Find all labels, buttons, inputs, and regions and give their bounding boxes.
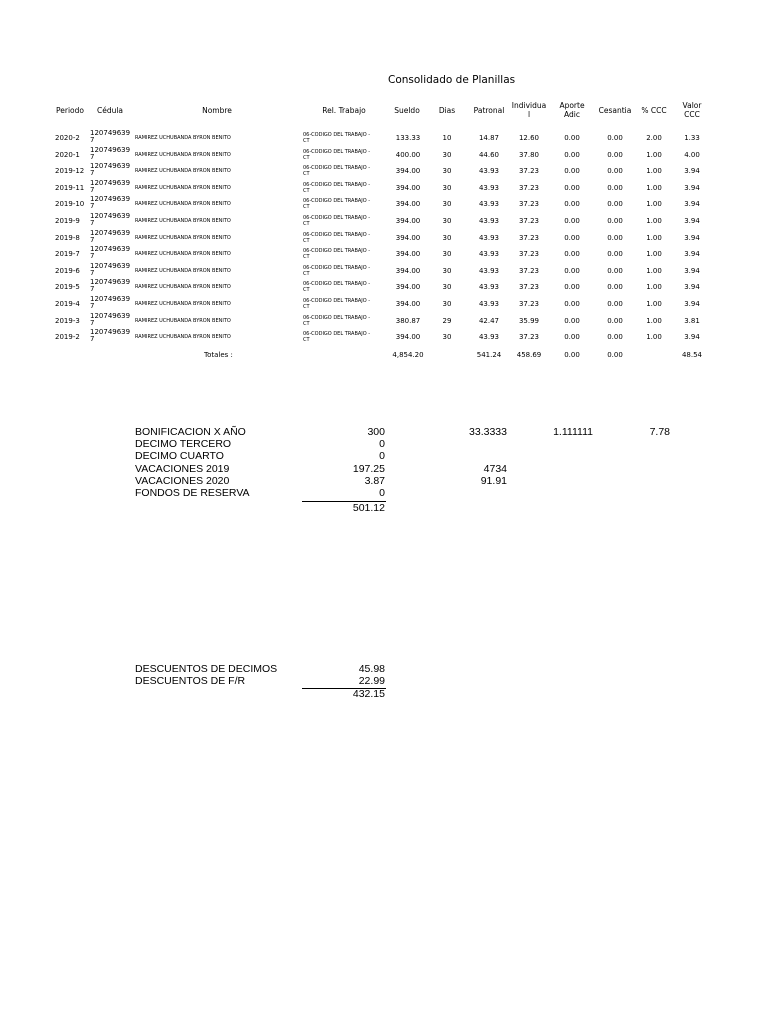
cell-sueldo: 394.00 [395, 266, 421, 275]
cell-rel-trabajo: 06-CODIGO DEL TRABAJO - CT [303, 314, 371, 327]
cell-dias: 30 [442, 333, 452, 342]
column-header-periodo: Periodo [56, 106, 84, 115]
cell-valor: 1.33 [684, 134, 700, 142]
summary-col4: 7.78 [649, 426, 670, 438]
cell-dias: 30 [442, 200, 452, 209]
cell-pccc: 1.00 [646, 316, 662, 325]
total-aporte: 0.00 [564, 351, 580, 359]
column-header-sueldo: Sueldo [394, 106, 420, 115]
cell-patronal: 14.87 [478, 134, 500, 142]
column-header-individual: Individua l [511, 101, 547, 119]
cell-dias: 30 [442, 250, 452, 259]
summary-col3: 1.111111 [553, 426, 593, 438]
cell-cedula: 120749639 7 [90, 212, 131, 227]
cell-pccc: 1.00 [646, 283, 662, 292]
cell-rel-trabajo: 06-CODIGO DEL TRABAJO - CT [303, 231, 371, 244]
cell-cesantia: 0.00 [607, 283, 623, 292]
cell-aporte: 0.00 [564, 200, 580, 209]
cell-pccc: 1.00 [646, 250, 662, 259]
cell-rel-trabajo: 06-CODIGO DEL TRABAJO - CT [303, 148, 371, 161]
total-patronal: 541.24 [476, 351, 502, 359]
column-header-cedula: Cédula [96, 106, 124, 115]
cell-cesantia: 0.00 [607, 200, 623, 209]
cell-periodo: 2019-6 [55, 266, 80, 275]
cell-dias: 30 [442, 217, 452, 225]
cell-periodo: 2019-3 [55, 316, 80, 325]
cell-nombre: RAMIREZ UCHUBANDA BYRON BENITO [135, 234, 231, 241]
cell-cedula: 120749639 7 [90, 162, 131, 178]
summary-label: VACACIONES 2019 [135, 462, 230, 475]
cell-nombre: RAMIREZ UCHUBANDA BYRON BENITO [135, 218, 231, 224]
cell-pccc: 1.00 [646, 150, 662, 159]
cell-individual: 37.23 [518, 217, 540, 225]
cell-dias: 30 [442, 183, 452, 192]
cell-cedula: 120749639 7 [90, 178, 131, 194]
cell-periodo: 2019-8 [55, 233, 80, 242]
cell-individual: 12.60 [518, 134, 540, 142]
cell-sueldo: 394.00 [395, 333, 421, 342]
cell-periodo: 2020-2 [55, 134, 80, 142]
total-sueldo: 4,854.20 [392, 351, 424, 359]
cell-dias: 30 [442, 283, 452, 292]
cell-cesantia: 0.00 [607, 167, 623, 176]
summary-value: 0 [379, 450, 385, 463]
cell-patronal: 44.60 [478, 150, 500, 159]
cell-valor: 3.94 [684, 283, 700, 292]
cell-valor: 3.94 [684, 250, 700, 259]
column-header-nombre: Nombre [202, 106, 232, 115]
cell-dias: 30 [442, 266, 452, 275]
cell-dias: 30 [442, 167, 452, 176]
column-header-valor: Valor CCC [682, 101, 702, 119]
cell-valor: 3.94 [684, 200, 700, 209]
summary-value: 300 [367, 426, 385, 438]
cell-aporte: 0.00 [564, 300, 580, 308]
cell-individual: 37.23 [518, 266, 540, 275]
cell-dias: 30 [442, 233, 452, 242]
cell-cedula: 120749639 7 [90, 228, 131, 244]
cell-aporte: 0.00 [564, 283, 580, 292]
cell-rel-trabajo: 06-CODIGO DEL TRABAJO - CT [303, 181, 371, 194]
total-valor: 48.54 [681, 351, 703, 359]
cell-pccc: 1.00 [646, 300, 662, 308]
cell-patronal: 43.93 [478, 167, 500, 176]
cell-individual: 35.99 [518, 316, 540, 325]
column-header-dias: Dias [438, 106, 456, 115]
cell-valor: 3.94 [684, 167, 700, 176]
cell-aporte: 0.00 [564, 250, 580, 259]
cell-pccc: 1.00 [646, 217, 662, 225]
cell-cedula: 120749639 7 [90, 145, 131, 161]
deductions-total: 432.15 [352, 688, 385, 701]
cell-cedula: 120749639 7 [90, 129, 131, 144]
summary-label: BONIFICACION X AÑO [135, 426, 246, 438]
summary-col2: 91.91 [480, 474, 507, 487]
summary-label: FONDOS DE RESERVA [135, 487, 250, 499]
cell-aporte: 0.00 [564, 150, 580, 159]
cell-sueldo: 394.00 [395, 233, 421, 242]
summary-value: 0 [379, 487, 385, 499]
cell-individual: 37.23 [518, 333, 540, 342]
column-header-cesantia: Cesantia [598, 106, 632, 115]
cell-periodo: 2019-5 [55, 283, 80, 292]
cell-rel-trabajo: 06-CODIGO DEL TRABAJO - CT [303, 215, 371, 227]
cell-cesantia: 0.00 [607, 266, 623, 275]
cell-cesantia: 0.00 [607, 316, 623, 325]
cell-cesantia: 0.00 [607, 150, 623, 159]
cell-aporte: 0.00 [564, 233, 580, 242]
cell-pccc: 1.00 [646, 183, 662, 192]
summary-label: DECIMO CUARTO [135, 450, 224, 463]
cell-pccc: 1.00 [646, 266, 662, 275]
cell-patronal: 43.93 [478, 283, 500, 292]
cell-sueldo: 394.00 [395, 300, 421, 308]
cell-pccc: 1.00 [646, 167, 662, 176]
cell-nombre: RAMIREZ UCHUBANDA BYRON BENITO [135, 284, 231, 291]
summary-value: 3.87 [364, 474, 385, 487]
summary-col2: 4734 [483, 462, 507, 475]
column-header-rel: Rel. Trabajo [322, 106, 366, 115]
cell-dias: 10 [442, 134, 452, 142]
cell-rel-trabajo: 06-CODIGO DEL TRABAJO - CT [303, 298, 371, 310]
cell-patronal: 43.93 [478, 333, 500, 342]
cell-pccc: 1.00 [646, 233, 662, 242]
cell-valor: 3.94 [684, 183, 700, 192]
cell-valor: 4.00 [684, 150, 700, 159]
cell-nombre: RAMIREZ UCHUBANDA BYRON BENITO [135, 267, 231, 274]
cell-rel-trabajo: 06-CODIGO DEL TRABAJO - CT [303, 165, 371, 178]
cell-nombre: RAMIREZ UCHUBANDA BYRON BENITO [135, 168, 231, 175]
cell-valor: 3.94 [684, 266, 700, 275]
summary-value: 0 [379, 438, 385, 451]
cell-individual: 37.23 [518, 200, 540, 209]
cell-pccc: 1.00 [646, 333, 662, 342]
cell-nombre: RAMIREZ UCHUBANDA BYRON BENITO [135, 135, 231, 141]
cell-nombre: RAMIREZ UCHUBANDA BYRON BENITO [135, 184, 231, 191]
cell-rel-trabajo: 06-CODIGO DEL TRABAJO - CT [303, 264, 371, 277]
cell-individual: 37.23 [518, 167, 540, 176]
cell-cedula: 120749639 7 [90, 195, 131, 211]
cell-aporte: 0.00 [564, 134, 580, 142]
summary-col2: 33.3333 [469, 426, 507, 438]
cell-sueldo: 394.00 [395, 250, 421, 259]
cell-periodo: 2019-7 [55, 250, 80, 259]
cell-cesantia: 0.00 [607, 183, 623, 192]
cell-aporte: 0.00 [564, 266, 580, 275]
cell-valor: 3.94 [684, 300, 700, 308]
cell-periodo: 2019-10 [55, 200, 85, 209]
cell-cesantia: 0.00 [607, 233, 623, 242]
cell-nombre: RAMIREZ UCHUBANDA BYRON BENITO [135, 151, 231, 158]
cell-sueldo: 133.33 [395, 134, 421, 142]
summary-value: 197.25 [352, 462, 385, 475]
cell-nombre: RAMIREZ UCHUBANDA BYRON BENITO [135, 301, 231, 307]
cell-nombre: RAMIREZ UCHUBANDA BYRON BENITO [135, 201, 231, 208]
cell-patronal: 43.93 [478, 183, 500, 192]
cell-valor: 3.81 [684, 316, 700, 325]
cell-pccc: 1.00 [646, 200, 662, 209]
cell-aporte: 0.00 [564, 183, 580, 192]
cell-individual: 37.23 [518, 283, 540, 292]
cell-patronal: 43.93 [478, 233, 500, 242]
cell-patronal: 43.93 [478, 300, 500, 308]
cell-valor: 3.94 [684, 333, 700, 342]
cell-rel-trabajo: 06-CODIGO DEL TRABAJO - CT [303, 331, 371, 344]
cell-sueldo: 394.00 [395, 200, 421, 209]
cell-individual: 37.23 [518, 183, 540, 192]
cell-sueldo: 394.00 [395, 217, 421, 225]
cell-individual: 37.23 [518, 300, 540, 308]
deduction-label: DESCUENTOS DE F/R [135, 675, 246, 688]
column-header-aporte: Aporte Adic [559, 101, 585, 119]
column-header-patronal: Patronal [473, 106, 505, 115]
cell-rel-trabajo: 06-CODIGO DEL TRABAJO - CT [303, 132, 371, 144]
cell-sueldo: 400.00 [395, 150, 421, 159]
deduction-value: 22.99 [358, 675, 385, 688]
cell-cesantia: 0.00 [607, 333, 623, 342]
cell-sueldo: 394.00 [395, 167, 421, 176]
cell-rel-trabajo: 06-CODIGO DEL TRABAJO - CT [303, 281, 371, 294]
summary-label: DECIMO TERCERO [135, 438, 232, 451]
cell-aporte: 0.00 [564, 167, 580, 176]
cell-periodo: 2019-4 [55, 300, 80, 308]
cell-dias: 29 [442, 316, 452, 325]
cell-patronal: 43.93 [478, 250, 500, 259]
cell-patronal: 43.93 [478, 200, 500, 209]
cell-patronal: 43.93 [478, 266, 500, 275]
cell-sueldo: 380.87 [395, 316, 421, 325]
cell-cesantia: 0.00 [607, 217, 623, 225]
cell-valor: 3.94 [684, 233, 700, 242]
cell-nombre: RAMIREZ UCHUBANDA BYRON BENITO [135, 334, 231, 341]
cell-periodo: 2019-2 [55, 333, 80, 342]
cell-patronal: 43.93 [478, 217, 500, 225]
cell-cedula: 120749639 7 [90, 311, 131, 327]
cell-aporte: 0.00 [564, 316, 580, 325]
cell-cesantia: 0.00 [607, 250, 623, 259]
cell-sueldo: 394.00 [395, 183, 421, 192]
cell-aporte: 0.00 [564, 333, 580, 342]
cell-nombre: RAMIREZ UCHUBANDA BYRON BENITO [135, 317, 231, 324]
cell-cedula: 120749639 7 [90, 295, 131, 310]
cell-individual: 37.23 [518, 233, 540, 242]
cell-periodo: 2019-11 [55, 183, 85, 192]
cell-valor: 3.94 [684, 217, 700, 225]
cell-rel-trabajo: 06-CODIGO DEL TRABAJO - CT [303, 248, 371, 261]
deduction-label: DESCUENTOS DE DECIMOS [135, 663, 278, 675]
cell-cesantia: 0.00 [607, 134, 623, 142]
total-cesantia: 0.00 [607, 351, 623, 359]
cell-individual: 37.80 [518, 150, 540, 159]
column-header-pccc: % CCC [641, 106, 667, 115]
cell-nombre: RAMIREZ UCHUBANDA BYRON BENITO [135, 251, 231, 258]
cell-periodo: 2019-9 [55, 217, 80, 225]
cell-patronal: 42.47 [478, 316, 500, 325]
cell-cedula: 120749639 7 [90, 245, 131, 261]
cell-periodo: 2020-1 [55, 150, 80, 159]
cell-dias: 30 [442, 300, 452, 308]
cell-cedula: 120749639 7 [90, 328, 131, 344]
cell-cedula: 120749639 7 [90, 261, 131, 277]
cell-pccc: 2.00 [646, 134, 662, 142]
cell-cedula: 120749639 7 [90, 278, 131, 294]
cell-aporte: 0.00 [564, 217, 580, 225]
cell-individual: 37.23 [518, 250, 540, 259]
cell-rel-trabajo: 06-CODIGO DEL TRABAJO - CT [303, 198, 371, 211]
cell-dias: 30 [442, 150, 452, 159]
summary-total: 501.12 [352, 502, 385, 515]
cell-sueldo: 394.00 [395, 283, 421, 292]
deduction-value: 45.98 [358, 663, 385, 675]
total-individual: 458.69 [516, 351, 542, 359]
totals-label: Totales : [204, 351, 233, 359]
cell-periodo: 2019-12 [55, 167, 85, 176]
summary-label: VACACIONES 2020 [135, 474, 230, 487]
cell-cesantia: 0.00 [607, 300, 623, 308]
page-title: Consolidado de Planillas [388, 74, 516, 86]
